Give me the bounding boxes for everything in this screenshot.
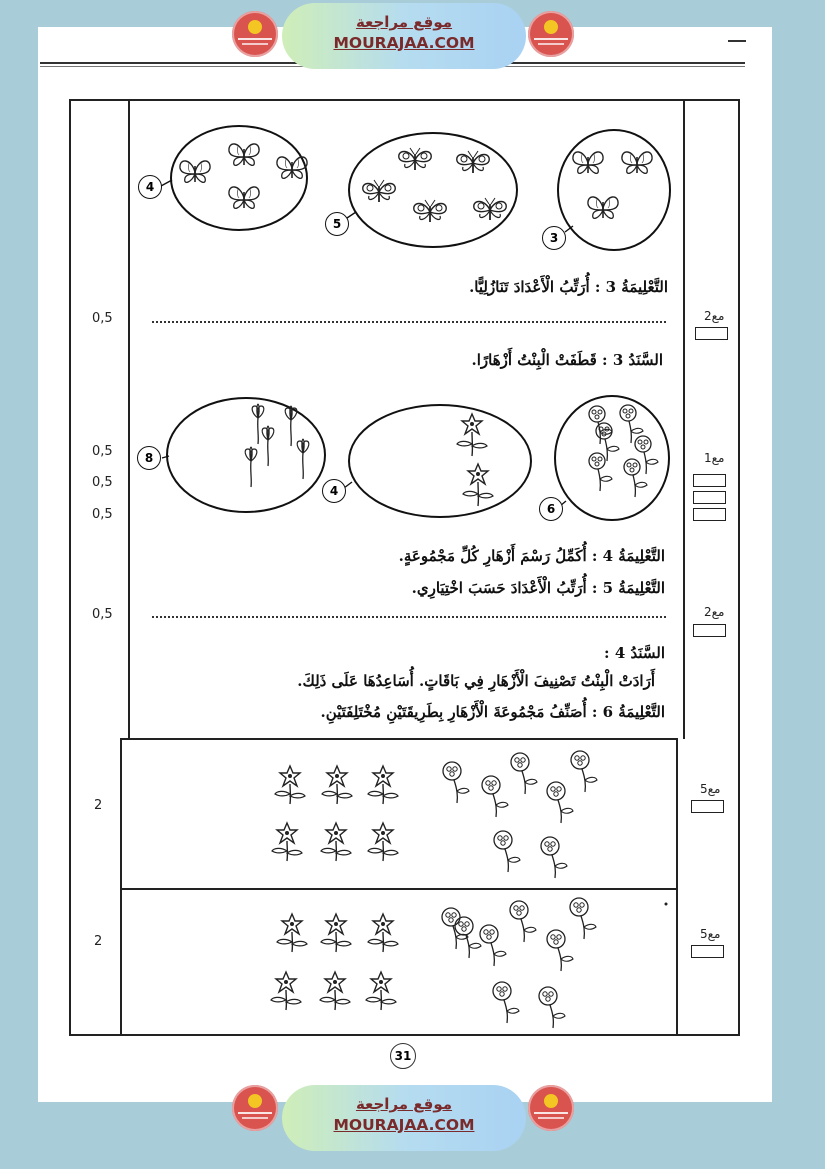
set-count-badge: 4 xyxy=(322,479,346,503)
site-logo-left[interactable] xyxy=(232,1085,278,1131)
score-value: 2 xyxy=(94,798,103,813)
set-count-badge: 5 xyxy=(325,212,349,236)
criterion-label: مع5 xyxy=(700,782,721,796)
score-value: 0,5 xyxy=(92,444,113,459)
score-value: 0,5 xyxy=(92,607,113,622)
score-value: 0,5 xyxy=(92,507,113,522)
support-3: السَّنَدُ 3 : قَطَفَتْ الْبِنْتُ أَزْهَارًا. xyxy=(471,351,663,369)
score-value: 2 xyxy=(94,934,103,949)
site-banner-bottom[interactable] xyxy=(282,1085,526,1151)
instruction-6: التَّعْلِيمَةُ 6 : أُصَنِّفُ مَجْمُوعَةَ الْأَزْهَارِ بِطَرِيقَتَيْنِ مُخْتَلِفَتَيْنِ. xyxy=(320,703,665,721)
page-number: 31 xyxy=(390,1043,416,1069)
banner-arabic: موقع مراجعة xyxy=(355,1095,453,1113)
set-count-badge: 8 xyxy=(137,446,161,470)
instruction-4: التَّعْلِيمَةُ 4 : أُكَمِّلُ رَسْمَ أَزْهَارِ كُلِّ مَجْمُوعَةٍ. xyxy=(398,547,665,565)
banner-arabic: موقع مراجعة xyxy=(355,13,453,31)
set-count-badge: 4 xyxy=(138,175,162,199)
criterion-label: مع1 xyxy=(704,451,725,465)
banner-latin: MOURAJAA.COM xyxy=(333,1116,475,1134)
score-value: 0,5 xyxy=(92,311,113,326)
banner-latin: MOURAJAA.COM xyxy=(333,34,475,52)
criterion-label: مع5 xyxy=(700,927,721,941)
site-logo-right[interactable] xyxy=(528,1085,574,1131)
set-count-badge: 6 xyxy=(539,497,563,521)
instruction-5: التَّعْلِيمَةُ 5 : أُرَتِّبُ الْأَعْدَادَ حَسَبَ اخْتِيَارِي. xyxy=(411,579,665,597)
score-value: 0,5 xyxy=(92,475,113,490)
support-4-title: السَّنَدُ 4 : xyxy=(604,644,665,662)
criterion-label: مع2 xyxy=(704,309,725,323)
set-count-badge: 3 xyxy=(542,226,566,250)
instruction-3: التَّعْلِيمَةُ 3 : أُرَتِّبُ الْأَعْدَادَ تَنَازُلِيًّا. xyxy=(469,278,668,296)
criterion-label: مع2 xyxy=(704,605,725,619)
support-4-text: أَرَادَتْ الْبِنْتُ تَصْنِيفَ الْأَزْهَارِ فِي بَاقَاتٍ. أُسَاعِدُهَا عَلَى ذَلِكَ. xyxy=(297,672,655,690)
